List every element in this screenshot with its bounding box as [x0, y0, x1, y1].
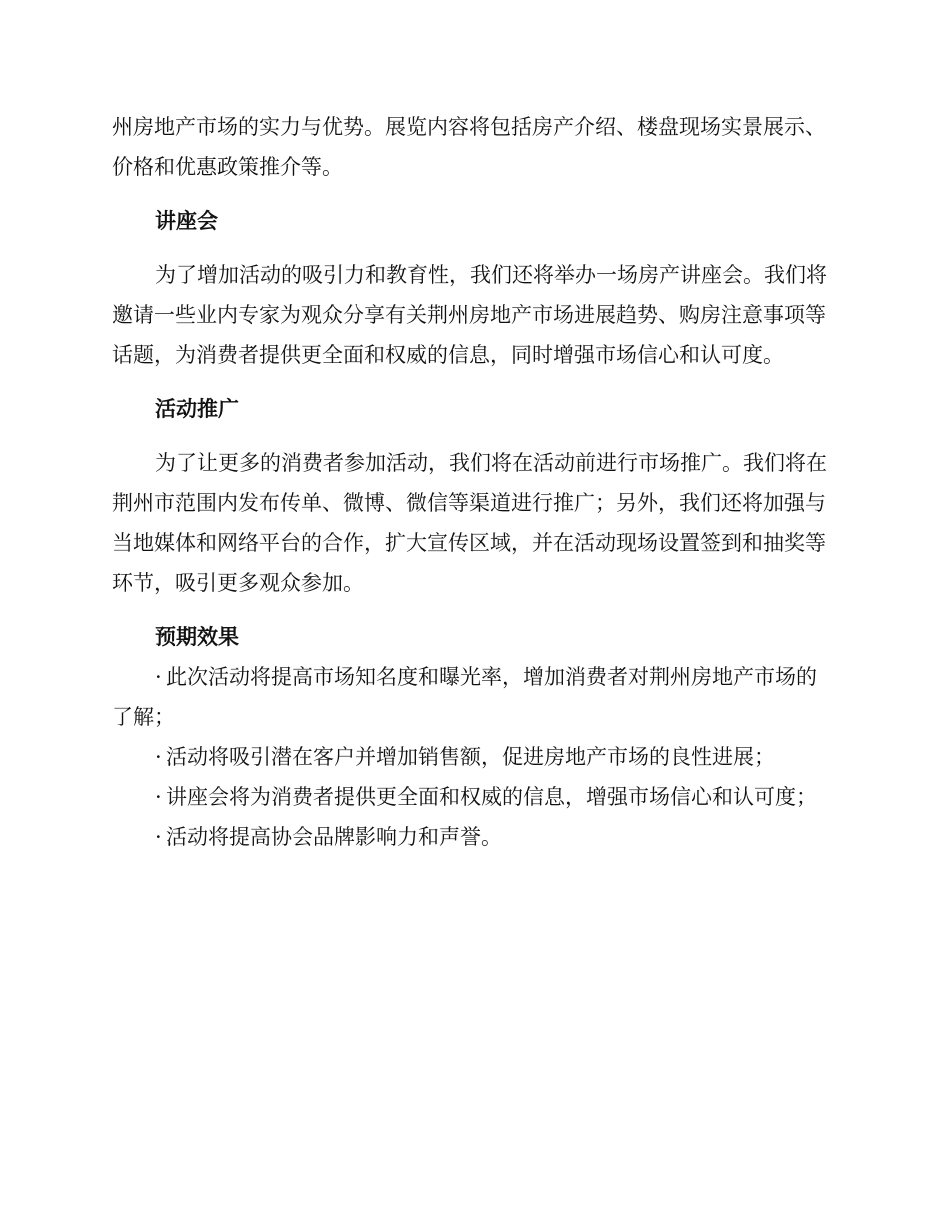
bullet-text: 活动将提高协会品牌影响力和声誉。 [166, 825, 502, 849]
bullet-dot-icon: · [155, 665, 162, 689]
section-heading-promotion: 活动推广 [155, 397, 239, 421]
bullet-dot-icon: · [155, 825, 162, 849]
bullet-item [112, 777, 832, 817]
bullet-item [112, 657, 832, 737]
intro-continuation-paragraph: 州房地产市场的实力与优势。展览内容将包括房产介绍、楼盘现场实景展示、价格和优惠政策推介等。 [112, 115, 826, 179]
lecture-paragraph: 为了增加活动的吸引力和教育性，我们还将举办一场房产讲座会。我们将邀请一些业内专家为观众分享有关荆州房地产市场进展趋势、购房注意事项等话题，为消费者提供更全面和权威的信息，同时增强市场信心和认可度。 [112, 263, 827, 367]
document-body [112, 107, 832, 857]
bullet-text: 此次活动将提高市场知名度和曝光率，增加消费者对荆州房地产市场的了解； [112, 665, 817, 729]
bullet-item [112, 737, 832, 777]
bullet-text: 活动将吸引潜在客户并增加销售额，促进房地产市场的良性进展； [166, 745, 775, 769]
bullet-dot-icon: · [155, 745, 162, 769]
promotion-paragraph: 为了让更多的消费者参加活动，我们将在活动前进行市场推广。我们将在荆州市范围内发布传单、微博、微信等渠道进行推广；另外，我们还将加强与当地媒体和网络平台的合作，扩大宣传区域，并在活动现场设置签到和抽奖等环节，吸引更多观众参加。 [112, 451, 827, 595]
bullet-text: 讲座会将为消费者提供更全面和权威的信息，增强市场信心和认可度； [166, 785, 817, 809]
bullet-item [112, 817, 832, 857]
section-heading-expected-results: 预期效果 [155, 625, 239, 649]
bullet-dot-icon: · [155, 785, 162, 809]
section-heading-lecture: 讲座会 [155, 209, 218, 233]
